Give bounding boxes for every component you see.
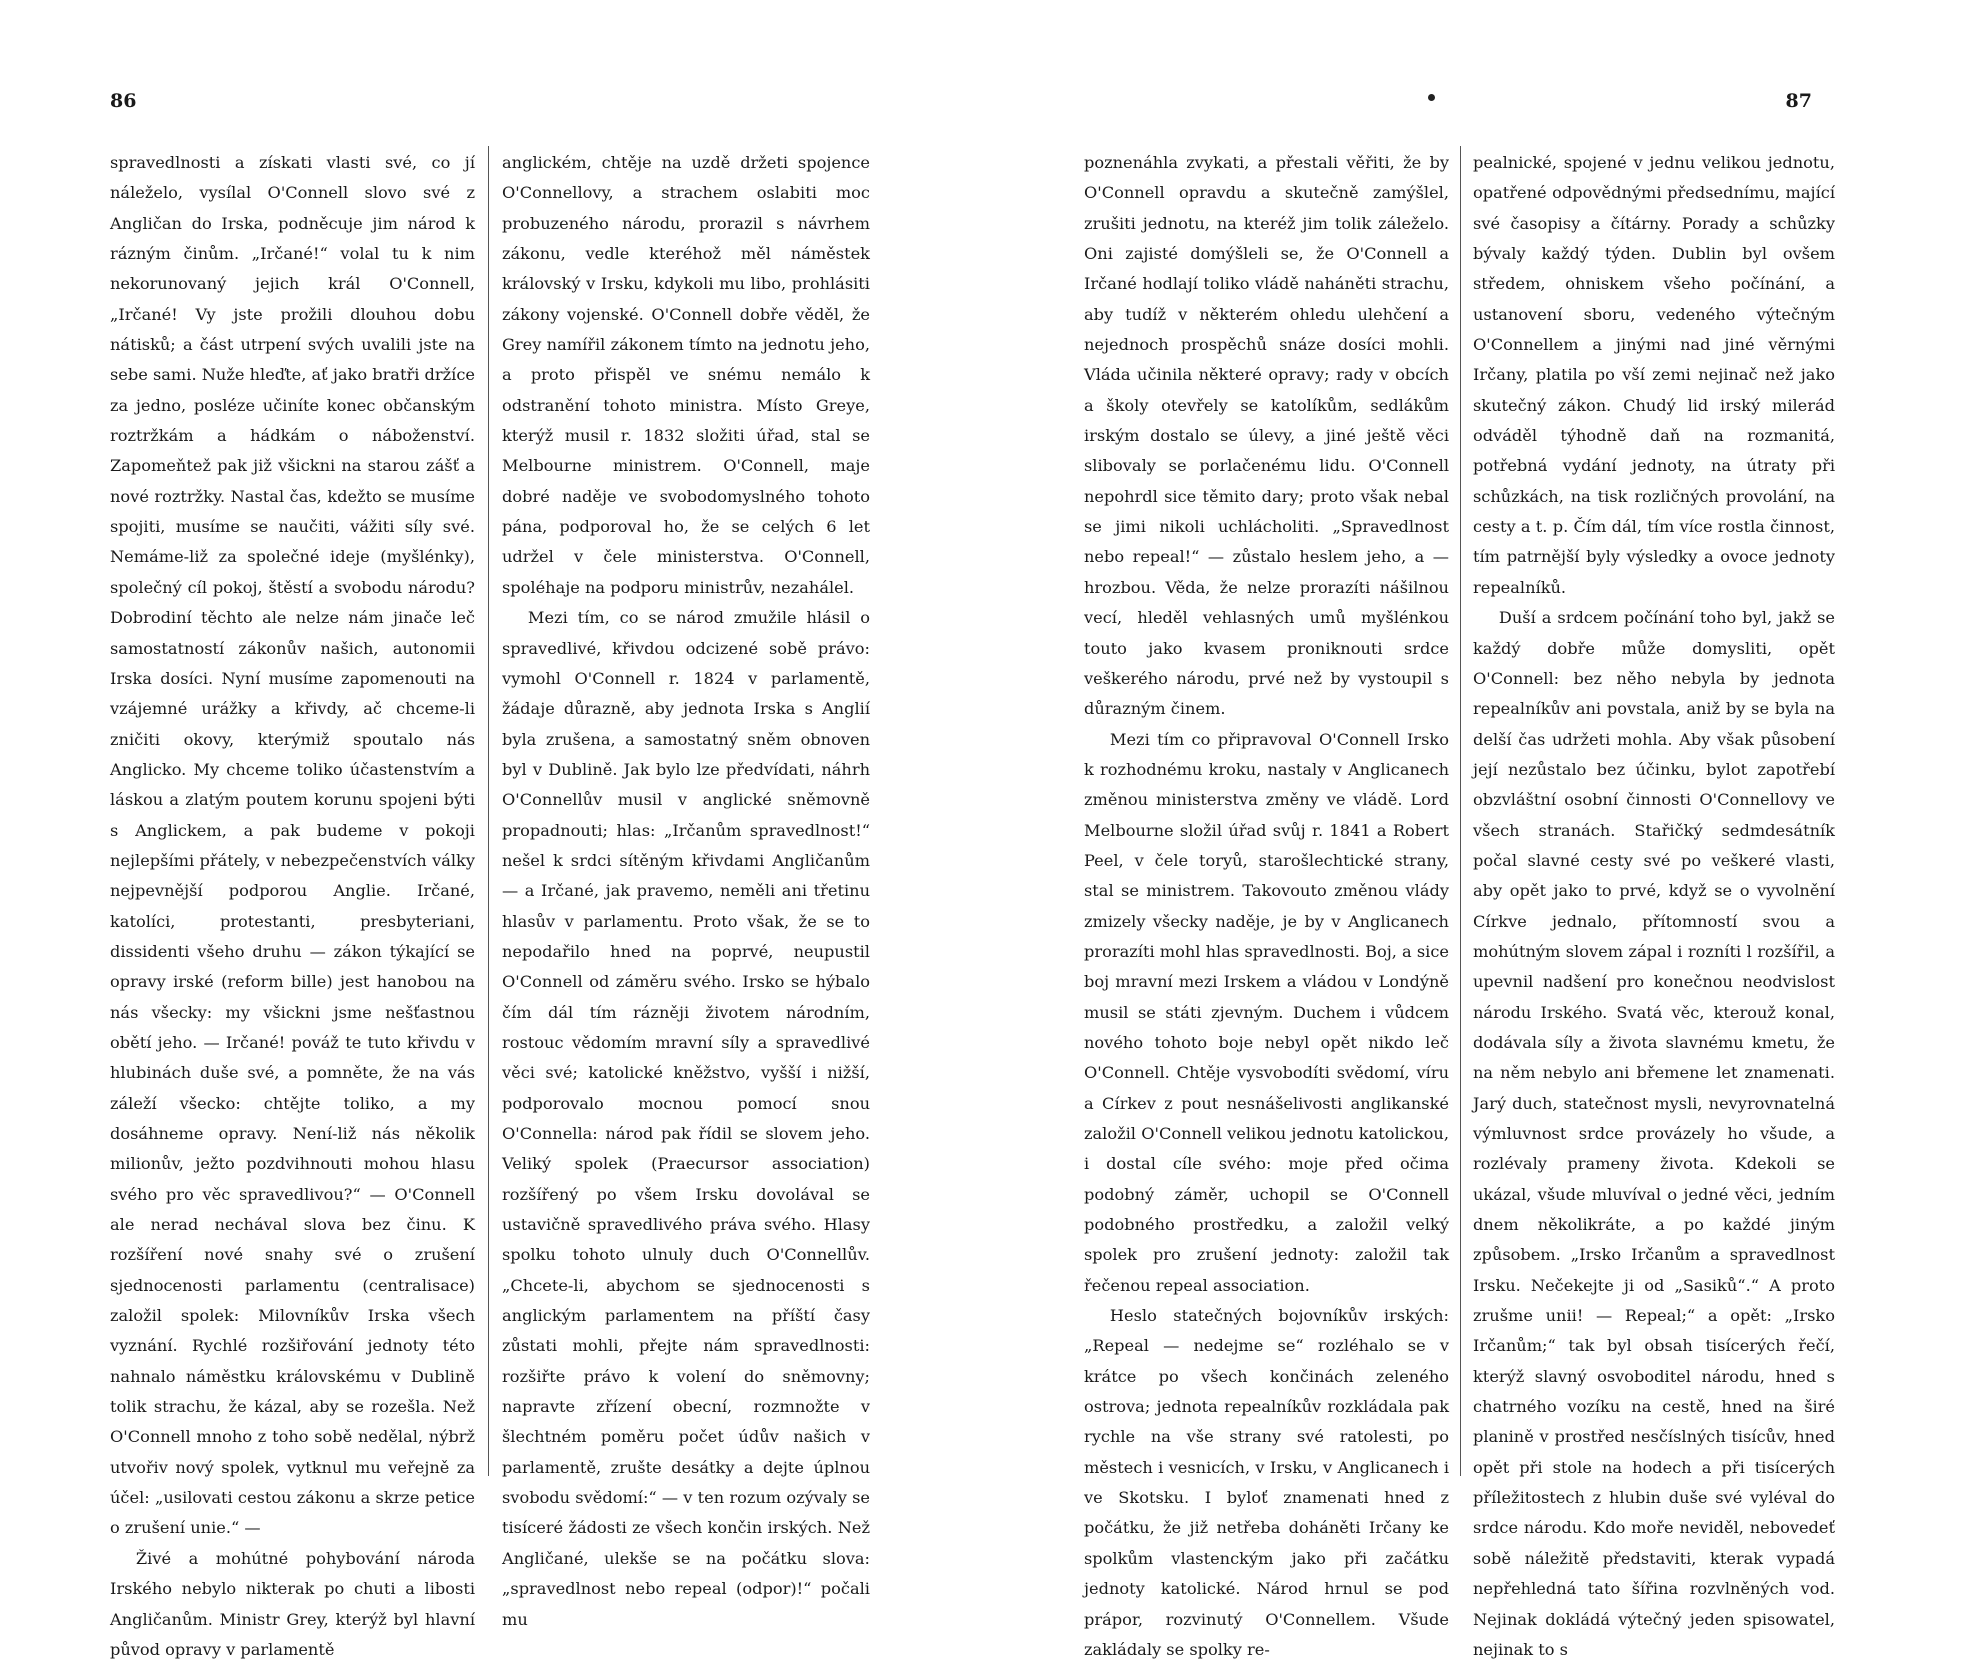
paragraph: Živé a mohútné pohybování národa Irského nebylo nikterak po chuti a libosti Angličanům. Ministr Grey, kterýž byl hlavní původ opravy v parlamentě [110, 1548, 475, 1659]
column-divider [488, 146, 489, 1476]
right-page [981, 0, 1962, 1659]
paragraph: Heslo statečných bojovníkův irských: „Repeal — nedejme se“ rozléhalo se v krátce po všech končinách zeleného ostrova; jednota repealníkův rozkládala pak rychle na vše strany své ratolesti, po městech i vesnicích, v Irsku, v Anglicanech i ve Skotsku. I byloť znamenati hned z počátku, že již netřeba doháněti Irčany ke spolkům vlastenckým jako při začátku jednoty katolické. Národ hrnul se pod prápor, rozvinutý O'Connellem. Všude zakládaly se spolky re- [1084, 1306, 1449, 1659]
paragraph: spravedlnosti a získati vlasti své, co jí náleželo, vysílal O'Connell slovo své z Angličan do Irska, podněcuje jim národ k rázným činům. „Irčané!“ volal tu k nim nekorunovaný jejich král O'Connell, „Irčané! Vy jste prožili dlouhou dobu nátisků; a část utrpení svých uvalili jste na sebe sami. Nuže hleďte, ať jako bratři držíce za jedno, posléze učiníte konec občanským roztržkám a hádkám o náboženství. Zapomeňtež pak již všickni na starou zášť a nové roztržky. Nastal čas, kdežto se musíme spojiti, musíme se naučiti, vážiti síly své. Nemáme-liž za společné ideje (myšlénky), společný cíl pokoj, štěstí a svobodu národu? Dobrodiní těchto ale nelze nám jinače leč samostatností zákonův našich, autonomii Irska dosíci. Nyní musíme zapomenouti na vzájemné urážky a křivdy, ač chceme-li zničiti okovy, kterýmiž spoutalo nás Anglicko. My chceme toliko účastenstvím a láskou a zlatým poutem korunu spojeni býti s Anglickem, a pak budeme v pokoji nejlepšími přátely, v nebezpečenstvích války nejpevnější podporou Anglie. Irčané, katolíci, protestanti, presbyteriani, dissidenti všeho druhu — zákon týkající se opravy irské (reform bille) jest hanobou na nás všecky: my všickni jsme nešťastnou obětí jeho. — Irčané! pováž te tuto křivdu v hlubinách duše své, a pomněte, že na vás záleží všecko: chtějte toliko, a my dosáhneme opravy. Není-liž nás několik milionův, ježto pozdvihnouti mohou hlasu svého pro věc spravedlivou?“ — O'Connell ale nerad nechával slova bez činu. K rozšíření nové snahy své o zrušení sjednocenosti parlamentu (centralisace) založil spolek: Milovníkův Irska všech vyznání. Rychlé rozšiřování jednoty této nahnalo náměstku královskému v Dublině tolik strachu, že kázal, aby se rozešla. Než O'Connell mnoho z toho sobě nedělal, nýbrž utvořiv nový spolek, vytknul mu veřejně za účel: „usilovati cestou zákonu a skrze petice o zrušení unie.“ — [110, 153, 475, 1538]
page-number: 86 [110, 90, 137, 112]
paragraph: poznenáhla zvykati, a přestali věřiti, že by O'Connell opravdu a skutečně zamýšlel, zrušiti jednotu, na kteréž jim tolik záleželo. Oni zajisté domýšleli se, že O'Connell a Irčané hodlají toliko vládě naháněti strachu, aby tudíž v některém ohledu ulehčení a nejednoch prospěchů snáze dosíci mohli. Vláda učinila některé opravy; rady v obcích a školy otevřely se katolíkům, sedlákům irským dostalo se úlevy, a jiné ještě věci slibovaly se porlačenému lidu. O'Connell nepohrdl sice těmito dary; proto však nebal se jimi nikoli uchlácholiti. „Spravedlnost nebo repeal!“ — zůstalo heslem jeho, a — hrozbou. Věda, že nelze prorazíti nášilnou vecí, hleděl vehlasných umů myšlénkou touto jako kvasem proniknouti srdce veškerého národu, prvé než by vystoupil s důrazným činem. [1084, 153, 1449, 719]
paragraph: pealnické, spojené v jednu velikou jednotu, opatřené odpovědnými předsednímu, mající své časopisy a čítárny. Porady a schůzky bývaly každý týden. Dublin byl ovšem středem, ohniskem všeho počínání, a ustanovení sboru, vedeného výtečným O'Connellem a jinými nad jiné věrnými Irčany, platila po vší zemi nejinač než jako skutečný zákon. Chudý lid irský milerád odváděl týhodně daň na rozmanitá, potřebná vydání jednoty, na útraty při schůzkách, na tisk rozličných provolání, na cesty a t. p. Čím dál, tím více rostla činnost, tím patrnější byly výsledky a ovoce jednoty repealníků. [1473, 153, 1835, 597]
paragraph: anglickém, chtěje na uzdě držeti spojence O'Connellovy, a strachem oslabiti moc probuzeného národu, prorazil s návrhem zákonu, vedle kteréhož měl náměstek královský v Irsku, kdykoli mu libo, prohlásiti zákony vojenské. O'Connell dobře věděl, že Grey namířil zákonem tímto na jednotu jeho, a proto přispěl ve snému nemálo k odstranění tohoto ministra. Místo Greye, kterýž musil r. 1832 složiti úřad, stal se Melbourne ministrem. O'Connell, maje dobré naděje ve svobodomyslného tohoto pána, podporoval ho, že se celých 6 let udržel v čele ministerstva. O'Connell, spoléhaje na podporu ministrův, nezahálel. [502, 153, 870, 597]
page-number: 87 [1785, 90, 1812, 112]
text-column [1473, 148, 1835, 1659]
text-column [502, 148, 870, 1629]
paragraph: Mezi tím co připravoval O'Connell Irsko k rozhodnému kroku, nastaly v Anglicanech změnou ministerstva změny ve vládě. Lord Melbourne složil úřad svůj r. 1841 a Robert Peel, v čele toryů, starošlechtické strany, stal se ministrem. Takovouto změnou vlády zmizely všecky naděje, je by v Anglicanech prorazíti mohl hlas spravedlnosti. Boj, a sice boj mravní mezi Irskem a vládou v Londýně musil se státi zjevným. Duchem i vůdcem nového tohoto boje nebyl opět nikdo leč O'Connell. Chtěje vysvobodíti svědomí, víru a Církev z pout nesnášelivosti anglikanské založil O'Connell velikou jednotu katolickou, i dostal cíle svého: moje před očima podobný záměr, uchopil se O'Connell podobného prostředku, a založil velký spolek pro zrušení jednoty: založil tak řečenou repeal association. [1084, 729, 1449, 1295]
text-column [1084, 148, 1449, 1659]
ink-dot [1428, 94, 1435, 101]
text-column [110, 148, 475, 1659]
paragraph: Mezi tím, co se národ zmužile hlásil o spravedlivé, křivdou odcizené sobě právo: vymohl O'Connell r. 1824 v parlamentě, žádaje důrazně, aby jednota Irska s Anglií byla zrušena, a samostatný sněm obnoven byl v Dublině. Jak bylo lze předvídati, náhrh O'Connellův musil v anglické sněmovně propadnouti; hlas: „Irčanům spravedlnost!“ nešel k srdci sítěným křivdami Angličanům — a Irčané, jak pravemo, neměli ani třetinu hlasův v parlamentu. Proto však, že se to nepodařilo hned na poprvé, neupustil O'Connell od záměru svého. Irsko se hýbalo čím dál tím rázněji životem národním, rostouc vědomím mravní síly a spravedlivé věci své; katolické kněžstvo, vyšší i nižší, podporovalo mocnou pomocí snou O'Connella: národ pak řídil se slovem jeho. Veliký spolek (Praecursor association) rozšířený po všem Irsku dovolával se ustavičně spravedlivého práva svého. Hlasy spolku tohoto ulnuly duch O'Connellův. „Chcete-li, abychom se sjednocenosti s anglickým parlamentem na příští časy zůstati mohli, přejte nám spravedlnosti: rozšiřte právo k volení do sněmovny; napravte zřízení obecní, rozmnožte v šlechtném poměru počet údův našich v parlamentě, zrušte desátky a dejte úplnou svobodu svědomí:“ — v ten rozum ozývaly se tisíceré žádosti ze všech končin irských. Než Angličané, ulekše se na počátku slova: „spravedlnost nebo repeal (odpor)!“ počali mu [502, 608, 870, 1629]
paragraph: Duší a srdcem počínání toho byl, jakž se každý dobře může domysliti, opět O'Connell: bez něho nebyla by jednota repealníkův ani povstala, aniž by se byla na delší čas udržeti mohla. Aby však působení její nezůstalo bez účinku, bylot zapotřebí obzvláštní osobní činnosti O'Connellovy ve všech stranách. Stařičký sedmdesátník počal slavné cesty své po veškeré vlasti, aby opět jako to prvé, když se o vyvolnění Církve jednalo, přítomností svou a mohútným slovem zápal i rozníti l rozšířil, a upevnil nadšení pro konečnou neodvislost národu Irského. Svatá věc, kterouž konal, dodávala síly a života slavnému kmetu, že na něm nebylo ani břemene let znamenati. Jarý duch, statečnost mysli, nevyrovnatelná výmluvnost srdce provázely ho všude, a rozlévaly prameny života. Kdekoli se ukázal, všude mluvíval o jedné věci, jedním dnem několikráte, a po každé jiným způsobem. „Irsko Irčanům a spravedlnost Irsku. Nečekejte ji od „Sasiků“.“ A proto zrušme unii! — Repeal;“ a opět: „Irsko Irčanům;“ tak byl obsah tisícerých řečí, kterýž slavný osvoboditel národu, hned s chatrného vozíku na cestě, hned na širé planině v prostřed nesčíslných tisícův, hned opět při stole na hodech a při tisícerých příležitostech z hlubin duše své vyléval do srdce národu. Kdo moře neviděl, nebovedeť sobě náležitě představiti, kterak vypadá nepřehledná tato šířina rozvlněných vod. Nejinak dokládá výtečný jeden spisowatel, nejinak to s [1473, 608, 1835, 1659]
column-divider [1460, 146, 1461, 1476]
left-page [0, 0, 981, 1659]
